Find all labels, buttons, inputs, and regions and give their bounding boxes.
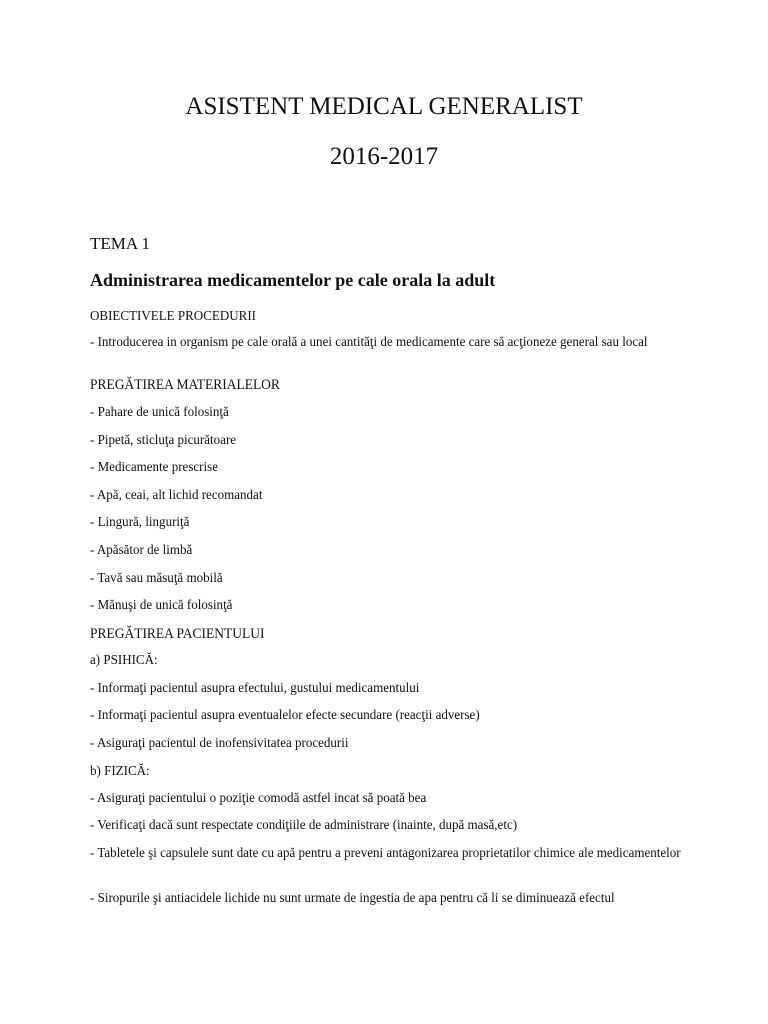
- theme-label: TEMA 1: [90, 234, 150, 253]
- patient-title: PREGĂTIREA PACIENTULUI: [90, 626, 265, 642]
- psychic-title: a) PSIHICĂ:: [90, 653, 158, 668]
- material-item: - Tavă sau măsuţă mobilă: [90, 571, 223, 586]
- material-item: - Lingură, linguriţă: [90, 515, 190, 530]
- material-item: - Pipetă, sticluţa picurătoare: [90, 433, 237, 448]
- procedure-heading: Administrarea medicamentelor pe cale orala la adult: [90, 270, 496, 290]
- physical-item: - Tabletele şi capsulele sunt date cu apă pentru a preveni antagonizarea proprietatilor chimice ale medicamentelor: [90, 846, 681, 861]
- physical-item: - Siropurile şi antiacidele lichide nu sunt urmate de ingestia de apa pentru că li se diminuează efectul: [90, 891, 615, 906]
- material-item: - Apă, ceai, alt lichid recomandat: [90, 488, 263, 503]
- physical-item: - Verificaţi dacă sunt respectate condiţiile de administrare (inainte, după masă,etc): [90, 818, 518, 833]
- psychic-item: - Asiguraţi pacientul de inofensivitatea procedurii: [90, 736, 349, 751]
- objectives-title: OBIECTIVELE PROCEDURII: [90, 309, 257, 324]
- material-item: - Mănuşi de unică folosinţă: [90, 598, 233, 613]
- physical-item: - Asiguraţi pacientului o poziţie comodă astfel incat să poată bea: [90, 791, 427, 806]
- physical-title: b) FIZICĂ:: [90, 764, 150, 779]
- psychic-item: - Informaţi pacientul asupra eventualelor efecte secundare (reacţii adverse): [90, 708, 480, 723]
- objective-text: - Introducerea in organism pe cale orală a unei cantităţi de medicamente care să acţioneze general sau local: [90, 335, 648, 350]
- document-years: 2016-2017: [329, 143, 439, 170]
- psychic-item: - Informaţi pacientul asupra efectului, gustului medicamentului: [90, 681, 420, 696]
- materials-title: PREGĂTIREA MATERIALELOR: [90, 377, 280, 393]
- material-item: - Pahare de unică folosinţă: [90, 405, 229, 420]
- material-item: - Apăsător de limbă: [90, 543, 193, 558]
- document-title: ASISTENT MEDICAL GENERALIST: [185, 93, 583, 120]
- material-item: - Medicamente prescrise: [90, 460, 218, 475]
